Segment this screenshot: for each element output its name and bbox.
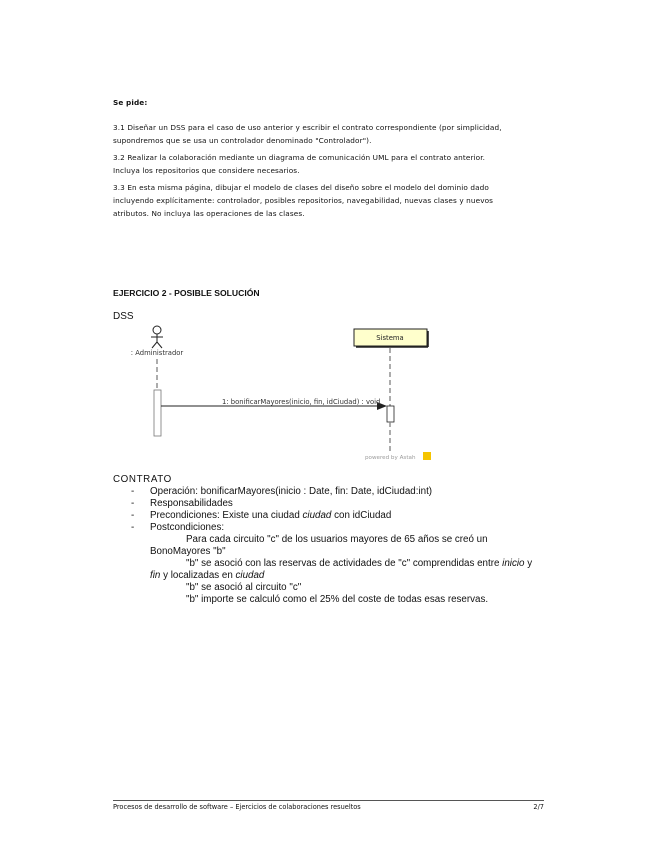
question-3-1-line2: supondremos que se usa un controlador denominado "Controlador").	[113, 136, 372, 145]
post2-line2	[150, 570, 264, 582]
astah-logo-icon	[423, 452, 431, 460]
question-3-2	[113, 151, 543, 177]
question-3-1-line1: 3.1 Diseñar un DSS para el caso de uso anterior y escribir el contrato correspondiente (por simplicidad,	[113, 123, 502, 132]
bullet-postcondiciones: -	[131, 522, 135, 533]
actor-figure-icon	[151, 326, 163, 348]
footer-page-number: 2/7	[533, 803, 544, 811]
precondiciones-item	[150, 510, 391, 522]
post2-line2-middle: y localizadas en	[160, 570, 236, 581]
question-3-3-line2: incluyendo explícitamente: controlador, posibles repositorios, navegabilidad, nuevas clases y nuevos	[113, 196, 494, 205]
operacion-item: Operación: bonificarMayores(inicio : Date, fin: Date, idCiudad:int)	[150, 486, 433, 497]
message-label: 1: bonificarMayores(inicio, fin, idCiudad) : void	[222, 398, 381, 406]
postcondiciones-item: Postcondiciones:	[150, 522, 225, 533]
section-title: EJERCICIO 2 - POSIBLE SOLUCIÓN	[113, 288, 260, 298]
question-3-3-line3: atributos. No incluya las operaciones de las clases.	[113, 209, 305, 218]
se-pide-label: Se pide:	[113, 98, 148, 107]
post2-line2-italic2: ciudad	[235, 570, 265, 581]
responsabilidades-item: Responsabilidades	[150, 498, 233, 509]
bullet-precondiciones: -	[131, 510, 135, 521]
footer-divider	[113, 800, 544, 801]
astah-watermark: powered by Astah	[365, 455, 416, 461]
footer-left-text: Procesos de desarrollo de software – Ejercicios de colaboraciones resueltos	[113, 803, 361, 811]
sequence-diagram	[110, 322, 440, 464]
post2-line2-italic1: fin	[150, 570, 161, 581]
dss-label: DSS	[113, 311, 134, 322]
contrato-title: CONTRATO	[113, 474, 172, 485]
bullet-operacion: -	[131, 486, 135, 497]
post2-line1	[186, 558, 532, 570]
precondiciones-italic: ciudad	[302, 510, 332, 521]
precondiciones-prefix: Precondiciones: Existe una ciudad	[150, 510, 303, 521]
question-3-2-line1: 3.2 Realizar la colaboración mediante un diagrama de comunicación UML para el contrato anterior.	[113, 153, 486, 162]
post1-line2: BonoMayores "b"	[150, 546, 226, 557]
actor-activation-bar	[154, 390, 161, 436]
post1-line1: Para cada circuito "c" de los usuarios mayores de 65 años se creó un	[186, 534, 488, 545]
system-label: Sistema	[376, 334, 404, 342]
post3: "b" se asoció al circuito "c"	[186, 582, 302, 593]
contrato-list	[0, 486, 655, 606]
actor-label: : Administrador	[130, 349, 184, 357]
post2-line1-suffix: y	[524, 558, 533, 569]
post4: "b" importe se calculó como el 25% del coste de todas esas reservas.	[186, 594, 489, 605]
question-3-2-line2: Incluya los repositorios que considere necesarios.	[113, 166, 300, 175]
question-3-1	[113, 121, 543, 147]
bullet-responsabilidades: -	[131, 498, 135, 509]
post2-line1-prefix: "b" se asoció con las reservas de actividades de "c" comprendidas entre	[186, 558, 503, 569]
precondiciones-suffix: con idCiudad	[331, 510, 392, 521]
system-activation-bar	[387, 406, 394, 422]
question-3-3	[113, 181, 543, 220]
question-3-3-line1: 3.3 En esta misma página, dibujar el modelo de clases del diseño sobre el modelo del dominio dado	[113, 183, 489, 192]
post2-line1-italic: inicio	[502, 558, 525, 569]
